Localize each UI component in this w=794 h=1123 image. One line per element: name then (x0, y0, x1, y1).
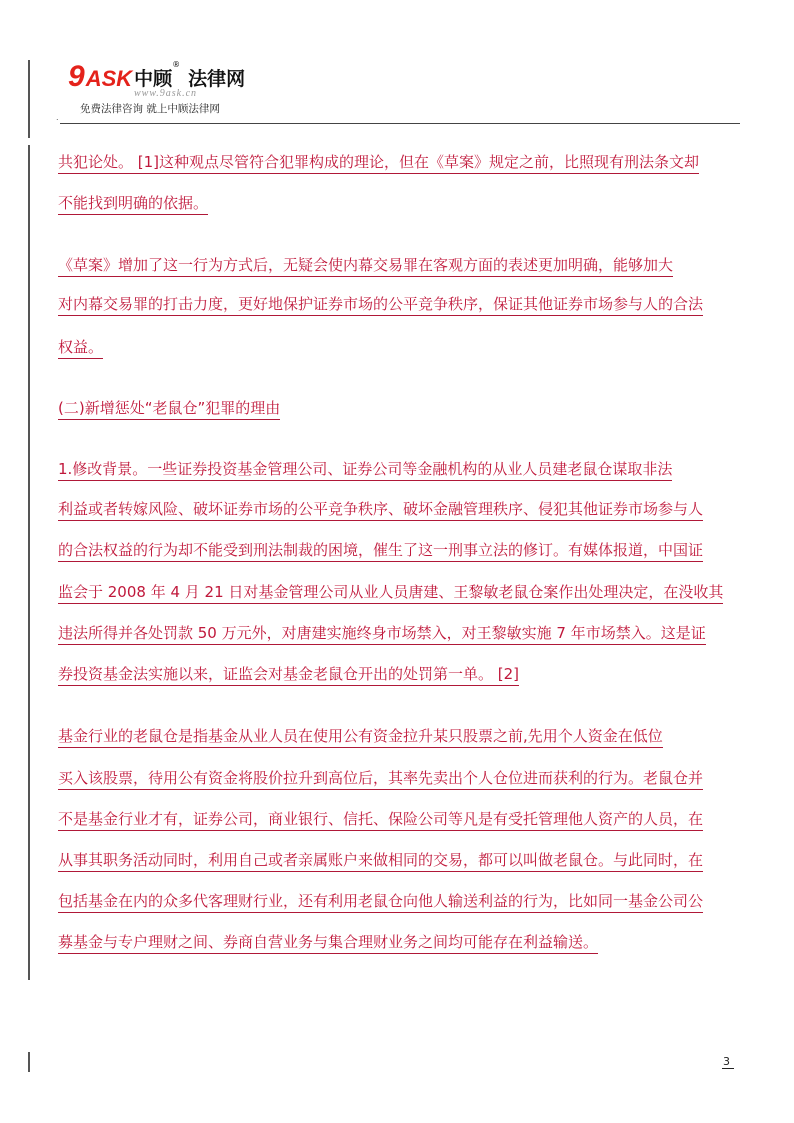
text-line: 1.修改背景。一些证券投资基金管理公司、证券公司等金融机构的从业人员建老鼠仓谋取非法 (58, 459, 672, 479)
margin-bar (28, 60, 30, 138)
text-line: 对内幕交易罪的打击力度，更好地保护证券市场的公平竞争秩序，保证其他证券市场参与人的合法 (58, 294, 703, 314)
text-line: 募基金与专户理财之间、券商自营业务与集合理财业务之间均可能存在利益输送。 (58, 932, 598, 952)
section-heading: (二)新增惩处“老鼠仓”犯罪的理由 (58, 398, 280, 418)
text-line: 基金行业的老鼠仓是指基金从业人员在使用公有资金拉升某只股票之前,先用个人资金在低位 (58, 726, 663, 746)
margin-bar (28, 145, 30, 980)
text-line: 《草案》增加了这一行为方式后，无疑会使内幕交易罪在客观方面的表述更加明确，能够加大 (58, 255, 673, 275)
text-line: 监会于 2008 年 4 月 21 日对基金管理公司从业人员唐建、王黎敏老鼠仓案作出处理决定，在没收其 (58, 582, 723, 602)
logo-law-text: 法律网 (188, 68, 246, 90)
registered-mark: ® (172, 60, 181, 69)
text-line: 不是基金行业才有，证券公司，商业银行、信托、保险公司等凡是有受托管理他人资产的人员，在 (58, 809, 703, 829)
text-line: 利益或者转嫁风险、破坏证券市场的公平竞争秩序、破坏金融管理秩序、侵犯其他证券市场参与人 (58, 499, 703, 519)
logo-slogan: 免费法律咨询 就上中顾法律网 (80, 103, 220, 115)
text-line: 包括基金在内的众多代客理财行业，还有利用老鼠仓向他人输送利益的行为，比如同一基金公司公 (58, 891, 703, 911)
text-line: 从事其职务活动同时，利用自己或者亲属账户来做相同的交易，都可以叫做老鼠仓。与此同时，在 (58, 850, 703, 870)
text-line: 的合法权益的行为却不能受到刑法制裁的困境，催生了这一刑事立法的修订。有媒体报道，中国证 (58, 540, 703, 560)
page-header (56, 58, 740, 124)
page-number: 3 (723, 1055, 730, 1068)
margin-bar (28, 1052, 30, 1072)
header-marker: . (56, 113, 59, 122)
text-line: 券投资基金法实施以来，证监会对基金老鼠仓开出的处罚第一单。 [2] (58, 664, 519, 684)
text-line: 权益。 (58, 337, 103, 357)
header-divider (60, 123, 740, 124)
text-line: 买入该股票，待用公有资金将股价拉升到高位后，其率先卖出个人仓位进而获利的行为。老鼠仓并 (58, 768, 703, 788)
site-logo[interactable] (68, 58, 318, 118)
text-line: 共犯论处。 [1]这种观点尽管符合犯罪构成的理论，但在《草案》规定之前，比照现有刑法条文却 (58, 152, 699, 172)
page-number-underline (722, 1068, 734, 1069)
text-line: 不能找到明确的依据。 (58, 193, 208, 213)
logo-ask: ASK (85, 66, 133, 91)
logo-mark: 9 (68, 60, 85, 93)
logo-url: www.9ask.cn (134, 88, 198, 99)
logo-brand: 中顾 (134, 68, 173, 90)
text-line: 违法所得并各处罚款 50 万元外，对唐建实施终身市场禁入，对王黎敏实施 7 年市场禁入。这是证 (58, 623, 706, 643)
